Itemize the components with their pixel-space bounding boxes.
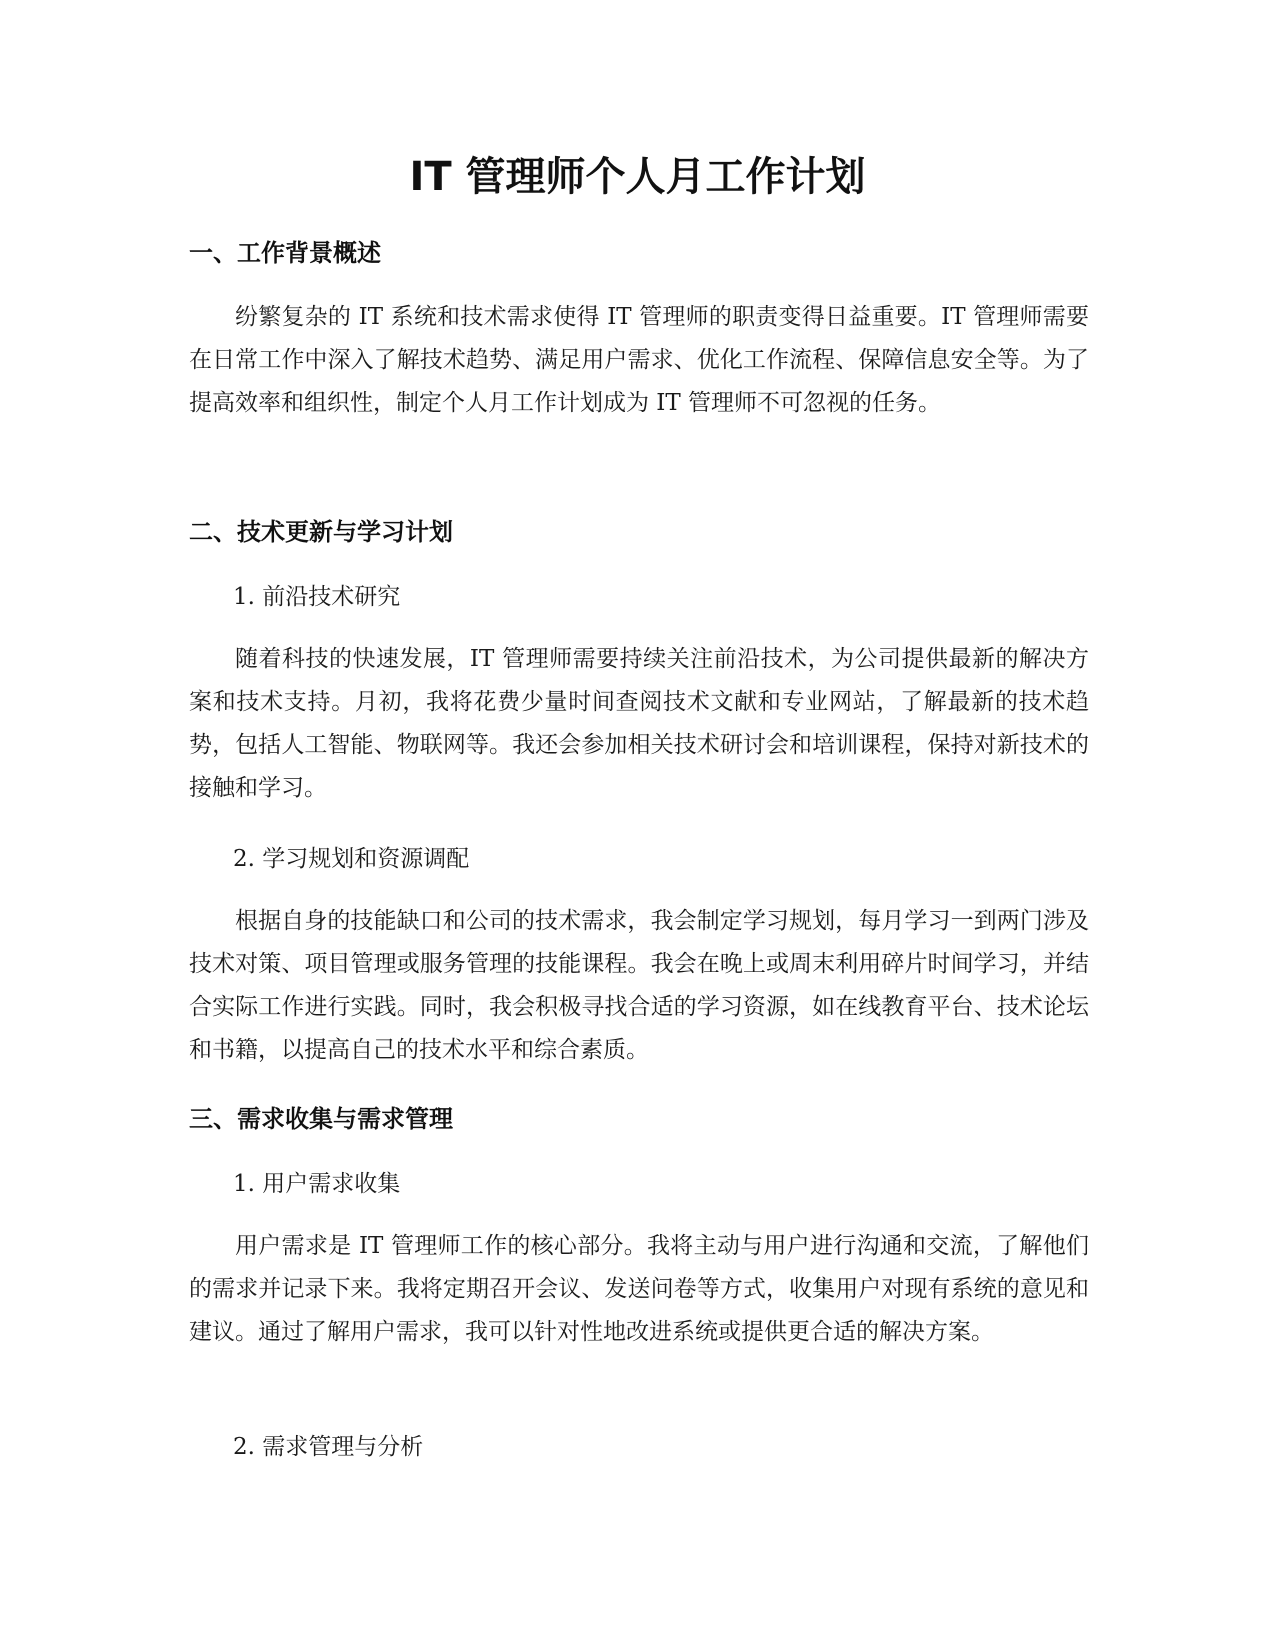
paragraph-frontier-tech: 随着科技的快速发展，IT 管理师需要持续关注前沿技术，为公司提供最新的解决方案和技术支持。月初，我将花费少量时间查阅技术文献和专业网站，了解最新的技术趋势，包括人工智能、物联网等。我还会参加相关技术研讨会和培训课程，保持对新技术的接触和学习。 (189, 646, 1089, 801)
section-heading-requirements: 三、需求收集与需求管理 (189, 1105, 453, 1133)
subsection-label-user-requirements: 1. 用户需求收集 (233, 1171, 401, 1197)
paragraph-learning-plan: 根据自身的技能缺口和公司的技术需求，我会制定学习规划，每月学习一到两门涉及技术对策、项目管理或服务管理的技能课程。我会在晚上或周末利用碎片时间学习，并结合实际工作进行实践。同时，我会积极寻找合适的学习资源，如在线教育平台、技术论坛和书籍，以提高自己的技术水平和综合素质。 (189, 908, 1089, 1063)
section-heading-background: 一、工作背景概述 (189, 239, 381, 267)
subsection-label-frontier-tech: 1. 前沿技术研究 (233, 584, 401, 610)
subsection-label-requirements-management: 2. 需求管理与分析 (233, 1434, 424, 1460)
document-title: IT 管理师个人月工作计划 (409, 154, 866, 200)
subsection-label-learning-plan: 2. 学习规划和资源调配 (233, 846, 470, 872)
paragraph-background: 纷繁复杂的 IT 系统和技术需求使得 IT 管理师的职责变得日益重要。IT 管理师需要在日常工作中深入了解技术趋势、满足用户需求、优化工作流程、保障信息安全等。为了提高效率和组织性，制定个人月工作计划成为 IT 管理师不可忽视的任务。 (189, 304, 1089, 416)
paragraph-user-requirements: 用户需求是 IT 管理师工作的核心部分。我将主动与用户进行沟通和交流，了解他们的需求并记录下来。我将定期召开会议、发送问卷等方式，收集用户对现有系统的意见和建议。通过了解用户需求，我可以针对性地改进系统或提供更合适的解决方案。 (189, 1233, 1089, 1345)
section-heading-tech-learning: 二、技术更新与学习计划 (189, 518, 453, 546)
